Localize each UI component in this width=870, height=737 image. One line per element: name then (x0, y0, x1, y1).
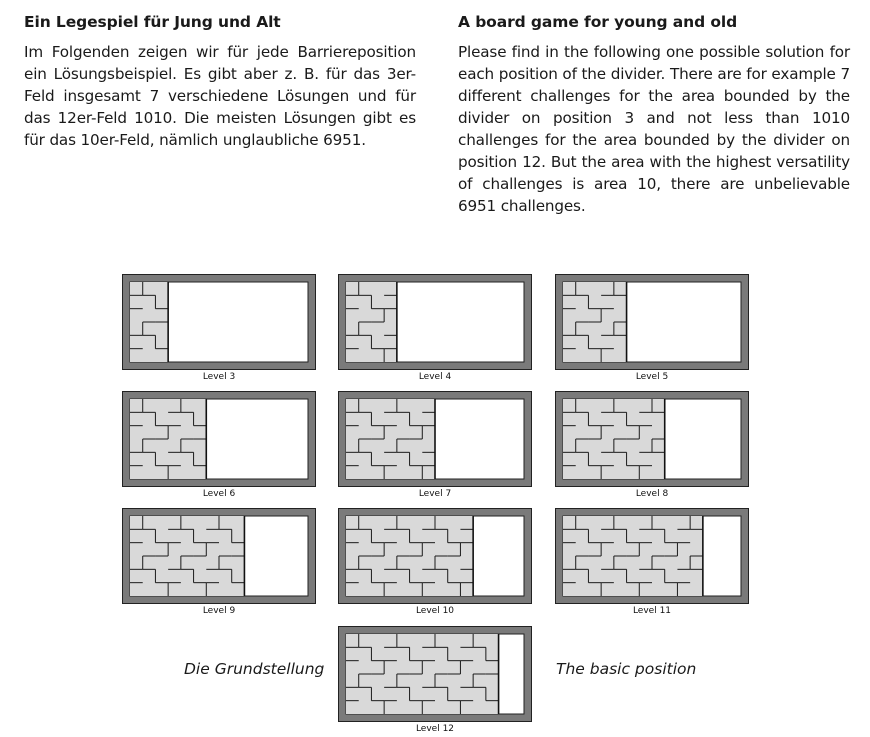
board-level-8 (555, 391, 749, 487)
board-level-6 (122, 391, 316, 487)
board-graphic (338, 391, 532, 487)
board-level-4 (338, 274, 532, 370)
board-graphic (555, 391, 749, 487)
board-graphic (338, 274, 532, 370)
label-level-10: Level 10 (415, 606, 455, 616)
english-body: Please find in the following one possible solution for each position of the divider. There are for example 7 different challenges for the area bounded by the divider on position 3 and not less than 1010 challenges for the area bounded by the divider on position 12. But the area with the highest versatility of challenges is area 10, there are unbelievable 6951 challenges. (458, 43, 850, 215)
label-level-5: Level 5 (635, 372, 669, 382)
german-column (24, 12, 416, 151)
label-level-6: Level 6 (202, 489, 236, 499)
board-graphic (338, 626, 532, 722)
english-heading: A board game for young and old (458, 13, 738, 31)
board-level-5 (555, 274, 749, 370)
label-level-11: Level 11 (632, 606, 672, 616)
english-column (458, 12, 850, 217)
board-level-7 (338, 391, 532, 487)
label-level-12: Level 12 (415, 724, 455, 734)
board-level-10 (338, 508, 532, 604)
board-level-11 (555, 508, 749, 604)
caption-basic-position-german: Die Grundstellung (184, 660, 325, 678)
german-body: Im Folgenden zeigen wir für jede Barriereposition ein Lösungsbeispiel. Es gibt aber z. B. für das 3er-Feld insgesamt 7 verschiedene Lösungen und für das 12er-Feld 1010. Die meisten Lösungen gibt es für das 10er-Feld, nämlich unglaubliche 6951. (24, 43, 416, 149)
board-graphic (122, 274, 316, 370)
board-level-12 (338, 626, 532, 722)
label-level-7: Level 7 (418, 489, 452, 499)
german-heading: Ein Legespiel für Jung und Alt (24, 13, 281, 31)
board-graphic (555, 508, 749, 604)
caption-basic-position-english: The basic position (556, 660, 697, 678)
label-level-9: Level 9 (202, 606, 236, 616)
board-level-3 (122, 274, 316, 370)
board-graphic (122, 508, 316, 604)
board-level-9 (122, 508, 316, 604)
board-graphic (555, 274, 749, 370)
label-level-8: Level 8 (635, 489, 669, 499)
board-graphic (338, 508, 532, 604)
board-graphic (122, 391, 316, 487)
label-level-4: Level 4 (418, 372, 452, 382)
label-level-3: Level 3 (202, 372, 236, 382)
